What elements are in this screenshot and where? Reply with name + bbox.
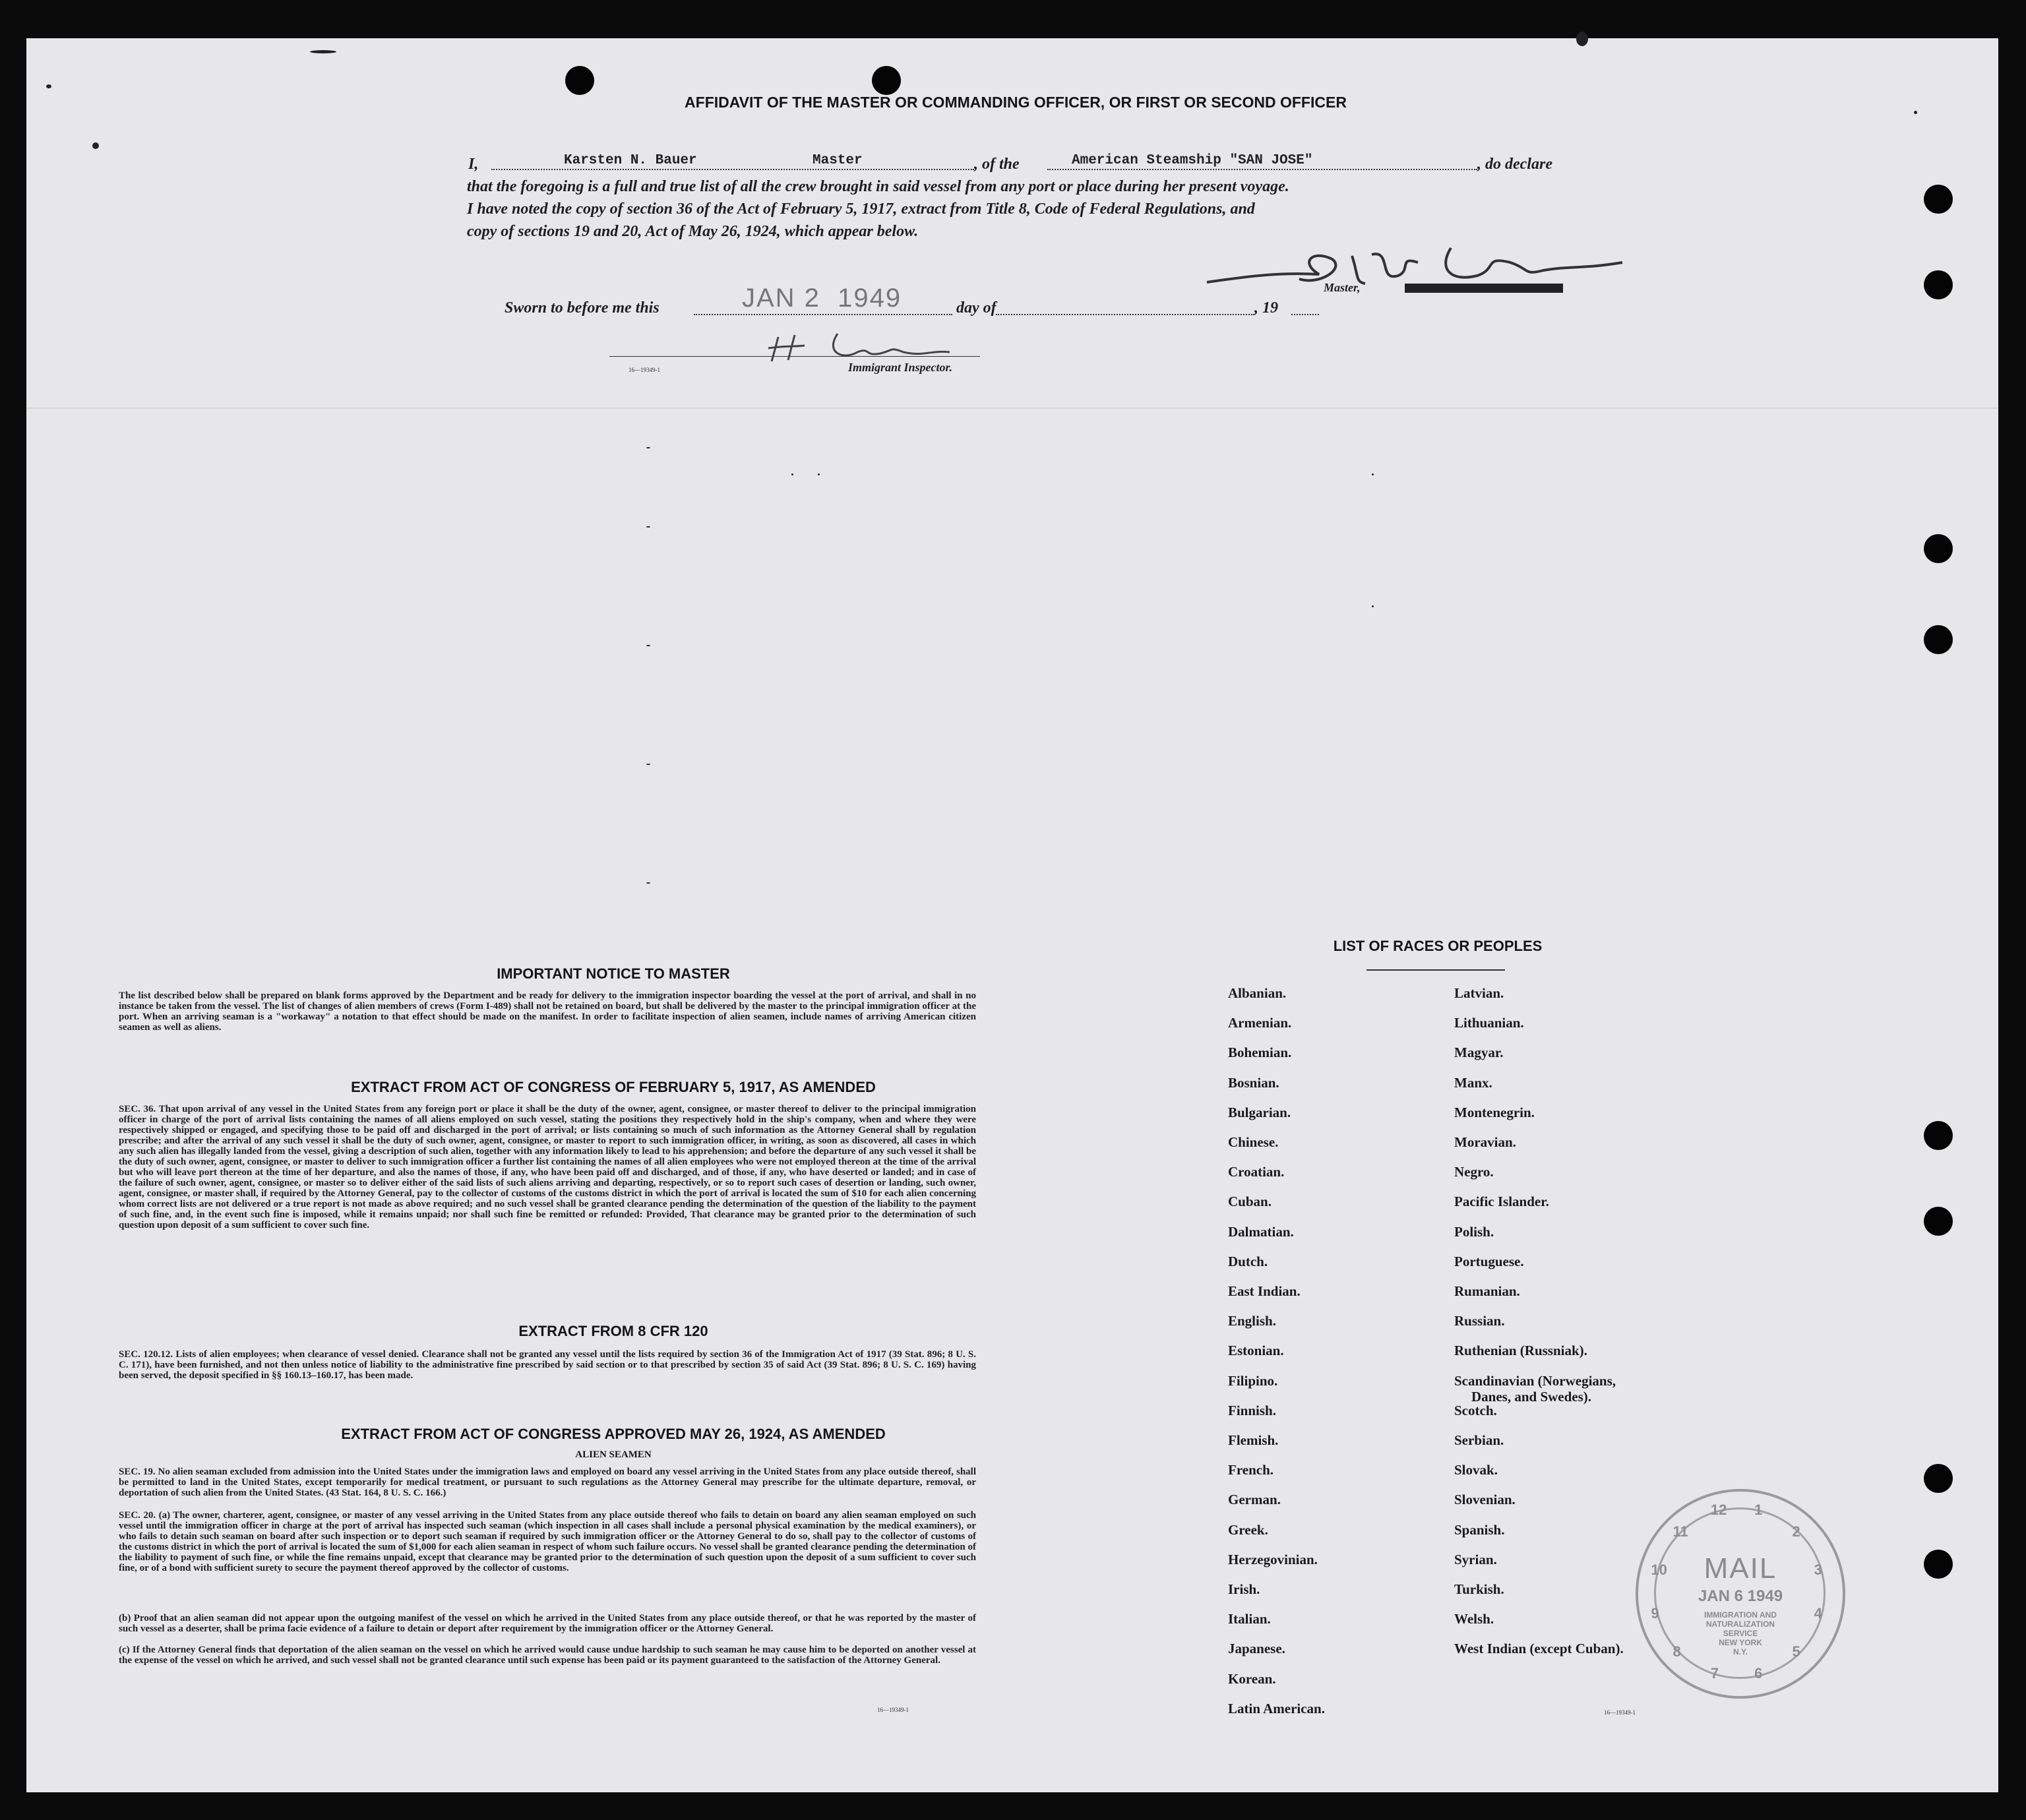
race-item: Turkish. [1454, 1581, 1504, 1597]
stamp-line: NATURALIZATION [1705, 1620, 1775, 1629]
affidavit-of-the: , of the [974, 156, 1020, 173]
stamp-mail-label: MAIL [1704, 1552, 1777, 1585]
stamp-digit: 4 [1814, 1605, 1822, 1622]
stamp-digit: 5 [1792, 1643, 1800, 1660]
punch-hole [1924, 1207, 1953, 1236]
stamp-digit: 11 [1673, 1523, 1688, 1540]
day-of-label: day of [956, 299, 997, 317]
race-item: Syrian. [1454, 1551, 1497, 1567]
stamp-digit: 12 [1710, 1502, 1727, 1519]
extract-1917-heading: EXTRACT FROM ACT OF CONGRESS OF FEBRUARY 5, 1917, AS AMENDED [351, 1079, 876, 1095]
race-item: Serbian. [1454, 1432, 1504, 1448]
race-item: Spanish. [1454, 1521, 1505, 1538]
race-item: Dutch. [1228, 1253, 1268, 1269]
race-item: Finnish. [1228, 1402, 1276, 1418]
punch-hole [1924, 1464, 1953, 1493]
race-item: Korean. [1228, 1670, 1276, 1687]
extract-1924-subheading: ALIEN SEAMEN [575, 1449, 652, 1460]
speck [1576, 32, 1588, 46]
race-item: German. [1228, 1492, 1281, 1508]
notice-text: The list described below shall be prepared on blank forms approved by the Department and be ready for delivery to the immigration inspector boarding the vessel at the port of arrival, and shall in no instance be taken from the vessel. The list of changes of alien members of crews (Form I-489) shall not be retained on board, but shall be delivered by the master to the principal immigration officer at the port. When an arriving seaman is a "workaway" a notation to that effect should be made on the manifest. In order to facilitate inspection of alien seamen, include names of arriving American citizen seamen as well as aliens. [119, 990, 976, 1033]
extract-1924-sec20c: (c) If the Attorney General finds that deportation of the alien seaman on the vessel on which he arrived would cause undue hardship to such seaman he may cause him to be deported on another vessel at the expense of the vessel on which he arrived, and such vessel shall not be granted clearance until such expense has been paid or its payment guaranteed to the satisfaction of the Attorney General. [119, 1645, 976, 1666]
year-label: , 19 [1254, 299, 1278, 317]
race-item: Polish. [1454, 1223, 1494, 1240]
race-item: Manx. [1454, 1074, 1492, 1091]
fill-line [1291, 314, 1319, 315]
race-item: East Indian. [1228, 1283, 1301, 1299]
speck [92, 142, 99, 149]
punch-hole [1924, 185, 1953, 214]
race-item: English. [1228, 1313, 1276, 1329]
race-item: Japanese. [1228, 1641, 1285, 1657]
race-item: Montenegrin. [1454, 1104, 1535, 1120]
affidavit-line: I have noted the copy of section 36 of the Act of February 5, 1917, extract from Title 8, Code of Federal Regulations, and [467, 200, 1255, 218]
race-item: Scotch. [1454, 1402, 1497, 1418]
affidavit-line: that the foregoing is a full and true list of all the crew brought in said vessel from any port or place during her present voyage. [467, 178, 1289, 195]
punch-hole [1924, 625, 1953, 654]
extract-cfr-text: SEC. 120.12. Lists of alien employees; when clearance of vessel denied. Clearance shall not be granted any vessel until the lists required by section 36 of the Immigration Act of 1917 (39 Stat. 896; 8 U. S. C. 171), have been furnished, and not then unless notice of liability to the administrative fine prescribed by said section or to that prescribed by section 35 of said Act (39 Stat. 896; 8 U. S. C. 169) having been served, the deposit specified in §§ 160.13–160.17, has been made. [119, 1349, 976, 1381]
form-number: 16—19349-1 [629, 367, 660, 373]
stamp-digit: 6 [1754, 1664, 1763, 1682]
fill-line [491, 169, 974, 170]
race-item: Pacific Islander. [1454, 1194, 1549, 1210]
race-item: Portuguese. [1454, 1253, 1524, 1269]
race-item: Greek. [1228, 1521, 1268, 1538]
inspector-label: Immigrant Inspector. [848, 361, 953, 374]
race-item: Russian. [1454, 1313, 1505, 1329]
punch-hole [1924, 1121, 1953, 1150]
races-heading: LIST OF RACES OR PEOPLES [1333, 938, 1543, 954]
race-item: Welsh. [1454, 1611, 1494, 1627]
form-number: 16—19349-1 [877, 1707, 909, 1713]
master-rank: Master [813, 153, 863, 168]
notice-heading: IMPORTANT NOTICE TO MASTER [497, 965, 730, 982]
stamp-digit: 3 [1814, 1561, 1822, 1578]
stamp-date: JAN 6 1949 [1698, 1587, 1783, 1605]
speck [46, 84, 51, 88]
stamp-line: SERVICE [1723, 1629, 1758, 1638]
extract-1917-text: SEC. 36. That upon arrival of any vessel in the United States from any foreign port or place it shall be the duty of the owner, agent, consignee, or master thereof to deliver to the principal immigration officer in charge of the port of arrival lists containing the names of all aliens employed on such vessel, stating the positions they respectively hold in the ship's company, when and where they were respectively shipped or engaged, and specifying those to be paid off and discharged in the port of arrival; or lists containing so much of such information as the Attorney General shall by regulation prescribe; and after the arrival of any such vessel it shall be the duty of such owner, agent, consignee, or master to report to such immigration officer, in writing, as soon as discovered, all cases in which any such alien has illegally landed from the vessel, giving a description of such alien, together with any information likely to lead to his apprehension; and before the departure of any such vessel it shall be the duty of such owner, agent, consignee, or master to deliver to such immigration officer a further list containing the names of all alien employees who were not employed thereon at the time of the arrival but who will leave port thereon at the time of her departure, and also the names of those, if any, who have been paid off and discharged, and of those, if any, who have deserted or landed; and in case of the failure of such owner, agent, consignee, or master so to deliver either of the said lists of such aliens arriving and departing, respectively, or so to report such cases of desertion or landing, such owner, agent, consignee, or master shall, if required by the Attorney General, pay to the collector of customs of the customs district in which the port of arrival is located the sum of $10 for each alien concerning whom correct lists are not delivered or a true report is not made as above required; and no such vessel shall be granted clearance pending the determination of the question of the liability to the payment of such fine, and, in the event such fine is imposed, while it remains unpaid; nor shall such fine be remitted or refunded: Provided, That clearance may be granted prior to the determination of such question upon deposit of a sum sufficient to cover such fine. [119, 1104, 976, 1230]
race-item: Latvian. [1454, 985, 1504, 1001]
race-item: Cuban. [1228, 1194, 1272, 1210]
extract-1924-sec20a: SEC. 20. (a) The owner, charterer, agent, consignee, or master of any vessel arriving in the United States from any place outside thereof who fails to detain on board any alien seaman employed on such vessel until the immigration officer in charge at the port of arrival has inspected such seaman (which inspection in all cases shall include a personal physical examination by the medical examiners), or who fails to detain such seaman on board after such inspection or to deport such seaman if required by such immigration officer or the Attorney General to do so, shall pay to the collector of customs of the customs district in which the port of arrival is located the sum of $1,000 for each alien seaman in respect of whom such failure occurs. No vessel shall be granted clearance pending the determination of the liability to payment of such fine, or while the fine remains unpaid, except that clearance may be granted prior to the determination of such question upon the deposit of a sum sufficient to cover such fine, or of a bond with sufficient surety to secure the payment thereof approved by the collector of customs. [119, 1510, 976, 1573]
punch-hole [1924, 1550, 1953, 1579]
document-page [26, 38, 1998, 1792]
race-item: Estonian. [1228, 1343, 1284, 1359]
master-signature [1200, 236, 1642, 295]
vessel-name: American Steamship "SAN JOSE" [1072, 153, 1313, 168]
form-number: 16—19349-1 [1604, 1709, 1636, 1716]
race-item: Rumanian. [1454, 1283, 1520, 1299]
sworn-date-stamp: JAN 2 1949 [742, 284, 902, 313]
race-item: French. [1228, 1462, 1274, 1478]
race-item: Magyar. [1454, 1045, 1504, 1061]
stamp-digit: 1 [1754, 1502, 1763, 1519]
race-item: Ruthenian (Russniak). [1454, 1343, 1587, 1359]
stamp-digit: 2 [1792, 1523, 1800, 1540]
race-item: Flemish. [1228, 1432, 1279, 1448]
fill-line [694, 314, 952, 315]
master-name: Karsten N. Bauer [564, 153, 697, 168]
punch-hole [872, 66, 901, 95]
races-heading-rule [1366, 969, 1505, 971]
race-item: Bohemian. [1228, 1045, 1292, 1061]
fill-line [996, 314, 1254, 315]
race-item: Italian. [1228, 1611, 1271, 1627]
stamp-digit: 7 [1710, 1664, 1719, 1682]
blank-crew-area [620, 408, 1411, 935]
race-item: Albanian. [1228, 985, 1287, 1001]
race-item: Lithuanian. [1454, 1015, 1524, 1031]
stamp-digit: 10 [1651, 1561, 1667, 1578]
fill-line [1047, 169, 1477, 170]
race-item: Slovenian. [1454, 1492, 1516, 1508]
page-title: AFFIDAVIT OF THE MASTER OR COMMANDING OFFICER, OR FIRST OR SECOND OFFICER [685, 94, 1347, 111]
extract-1924-heading: EXTRACT FROM ACT OF CONGRESS APPROVED MAY 26, 1924, AS AMENDED [341, 1426, 886, 1442]
stamp-line: N.Y. [1733, 1647, 1748, 1656]
race-item: Herzegovinian. [1228, 1551, 1318, 1567]
race-item: Dalmatian. [1228, 1223, 1294, 1240]
extract-cfr-heading: EXTRACT FROM 8 CFR 120 [518, 1323, 708, 1339]
race-item: Slovak. [1454, 1462, 1498, 1478]
race-item: Bulgarian. [1228, 1104, 1291, 1120]
stamp-line: IMMIGRATION AND [1704, 1610, 1777, 1620]
fill-line [609, 356, 980, 357]
extract-1924-sec20b: (b) Proof that an alien seaman did not appear upon the outgoing manifest of the vessel on which he arrived in the United States from any place outside thereof, or that he was reported by the master of such vessel as a deserter, shall be prima facie evidence of a failure to detain or deport after requirement by the immigration officer or the Attorney General. [119, 1613, 976, 1634]
race-item: Chinese. [1228, 1134, 1279, 1150]
speck [310, 50, 336, 53]
punch-hole [1924, 270, 1953, 299]
race-item: Latin American. [1228, 1700, 1325, 1716]
race-item: Negro. [1454, 1164, 1494, 1180]
race-item: Irish. [1228, 1581, 1260, 1597]
race-item: Croatian. [1228, 1164, 1285, 1180]
master-label: Master, [1324, 281, 1361, 294]
race-item: Scandinavian (Norwegians, [1454, 1372, 1616, 1389]
race-item: Filipino. [1228, 1372, 1278, 1389]
stamp-digit: 8 [1673, 1643, 1681, 1660]
affidavit-do-declare: , do declare [1477, 156, 1552, 173]
mail-stamp [1636, 1489, 1845, 1699]
punch-hole [1924, 534, 1953, 563]
speck [1914, 111, 1917, 114]
sworn-label: Sworn to before me this [505, 299, 660, 317]
race-item: Danes, and Swedes). [1471, 1388, 1592, 1405]
affidavit-line: copy of sections 19 and 20, Act of May 26, 1924, which appear below. [467, 223, 919, 240]
stamp-digit: 9 [1651, 1605, 1659, 1622]
extract-1924-sec19: SEC. 19. No alien seaman excluded from admission into the United States under the immigration laws and employed on board any vessel arriving in the United States from any place outside thereof, shall be permitted to land in the United States, except temporarily for medical treatment, or pursuant to such regulations as the Attorney General may prescribe for the ultimate departure, removal, or deportation of such alien from the United States. (43 Stat. 164, 8 U. S. C. 166.) [119, 1467, 976, 1498]
punch-hole [565, 66, 594, 95]
race-item: West Indian (except Cuban). [1454, 1641, 1624, 1657]
stamp-line: NEW YORK [1719, 1638, 1762, 1647]
race-item: Bosnian. [1228, 1074, 1279, 1091]
affidavit-i: I, [468, 156, 479, 173]
race-item: Armenian. [1228, 1015, 1292, 1031]
race-item: Moravian. [1454, 1134, 1516, 1150]
